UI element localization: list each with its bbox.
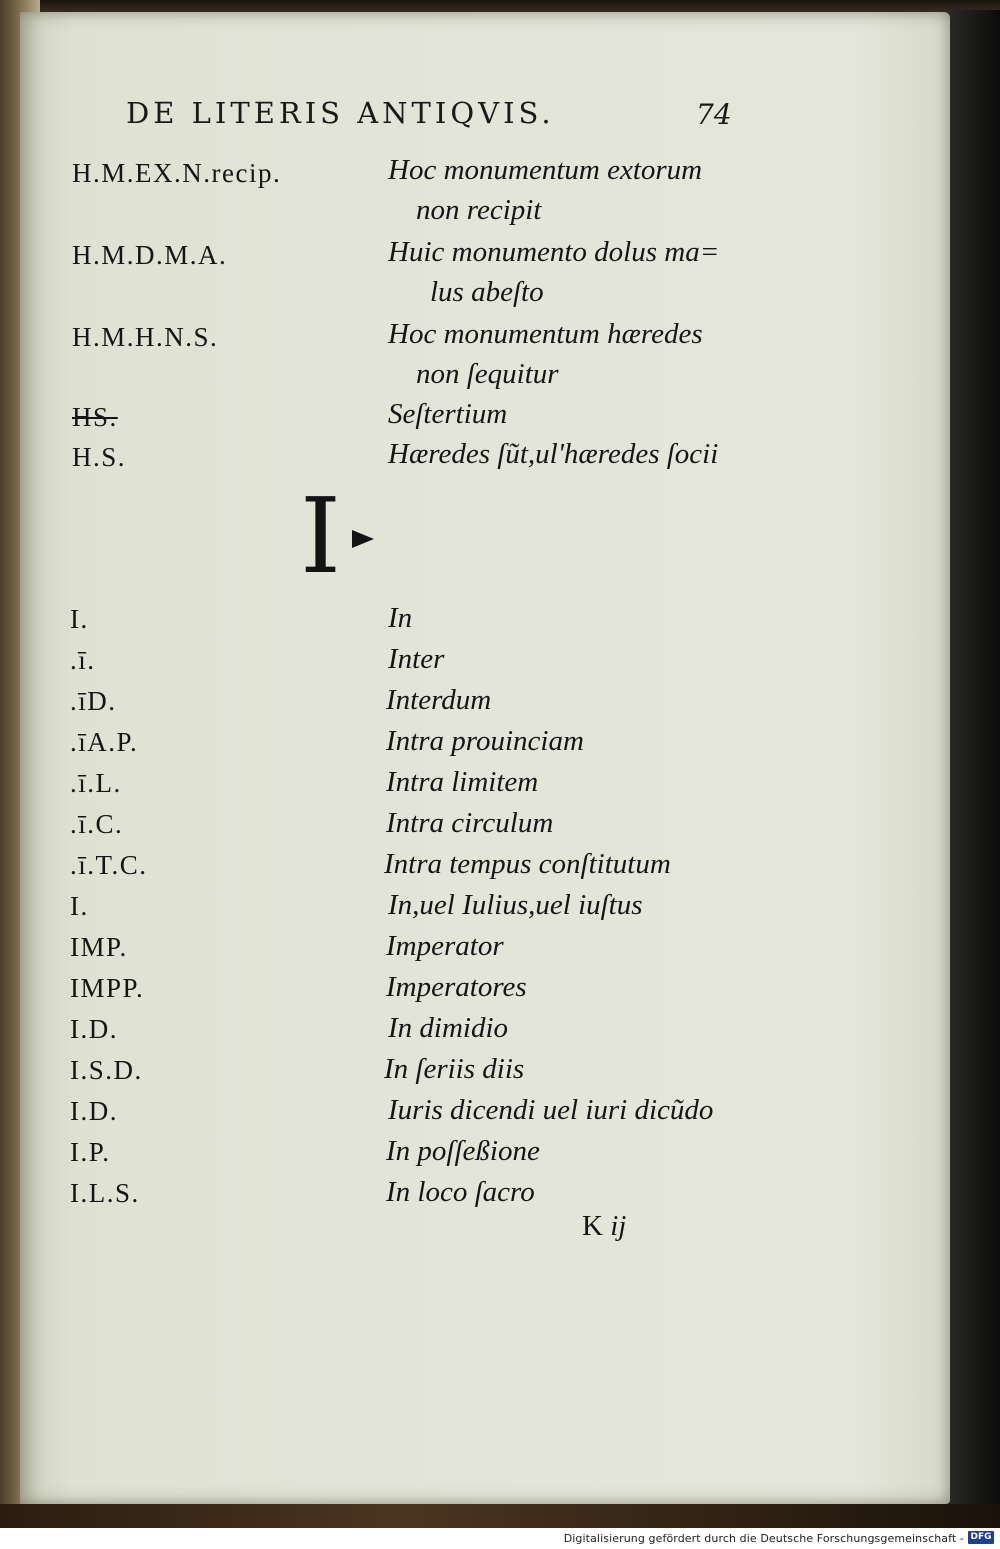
abbr-h-2: H.M.D.M.A.: [72, 240, 228, 270]
abbr-i-9: IMP.: [70, 932, 128, 962]
book-bottom-edge: [0, 1504, 1000, 1528]
meaning-i-4: Intra prouinciam: [386, 725, 584, 757]
abbr-i-5: .ī.L.: [70, 768, 122, 798]
meaning-i-9: Imperator: [386, 930, 504, 962]
abbr-i-6: .ī.C.: [70, 809, 124, 839]
abbr-i-14: I.P.: [70, 1137, 111, 1167]
section-pointer-mark: [352, 530, 374, 548]
abbr-i-2: .ī.: [70, 645, 96, 675]
meaning-i-10: Imperatores: [386, 971, 527, 1003]
meaning-i-15: In loco ſacro: [386, 1176, 535, 1208]
book-right-shadow: [948, 10, 1000, 1510]
meaning-i-8: In,uel Iulius,uel iuſtus: [388, 889, 643, 921]
abbr-h-5: H.S.: [72, 442, 127, 472]
meaning-i-12: In ſeriis diis: [384, 1053, 525, 1085]
abbr-i-12: I.S.D.: [70, 1055, 143, 1085]
abbr-i-7: .ī.T.C.: [70, 850, 148, 880]
dfg-logo: DFG: [968, 1531, 994, 1544]
abbr-h-4: HS.: [72, 402, 118, 432]
signature-letter: K: [582, 1210, 603, 1242]
running-title: DE LITERIS ANTIQVIS.: [126, 96, 555, 130]
abbr-h-3: H.M.H.N.S.: [72, 322, 219, 352]
meaning-i-13: Iuris dicendi uel iuri dicũdo: [388, 1094, 714, 1126]
abbr-i-10: IMPP.: [70, 973, 145, 1003]
meaning-i-7: Intra tempus conſtitutum: [384, 848, 671, 880]
section-letter-i: I: [300, 475, 342, 597]
abbr-i-4: .īA.P.: [70, 727, 139, 757]
meaning-h-5: Hæredes ſũt,ul'hæredes ſocii: [388, 438, 719, 470]
abbr-h-1: H.M.EX.N.recip.: [72, 158, 282, 188]
meaning-i-3: Interdum: [386, 684, 492, 716]
meaning-h-2-cont: lus abeſto: [430, 276, 544, 308]
meaning-h-3: Hoc monumentum hæredes: [388, 318, 703, 350]
abbr-i-15: I.L.S.: [70, 1178, 140, 1208]
meaning-i-5: Intra limitem: [386, 766, 539, 798]
meaning-i-14: In poſſeßione: [386, 1135, 540, 1167]
abbr-i-3: .īD.: [70, 686, 117, 716]
meaning-h-2: Huic monumento dolus ma=: [388, 236, 720, 268]
page-number: 74: [696, 98, 732, 131]
meaning-h-3-cont: non ſequitur: [416, 358, 559, 390]
abbr-i-13: I.D.: [70, 1096, 118, 1126]
meaning-h-1-cont: non recipit: [416, 194, 542, 226]
meaning-h-4: Seſtertium: [388, 398, 508, 430]
meaning-i-1: In: [388, 602, 413, 634]
abbr-i-8: I.: [70, 891, 89, 921]
meaning-i-11: In dimidio: [388, 1012, 509, 1044]
meaning-i-6: Intra circulum: [386, 807, 554, 839]
meaning-h-1: Hoc monumentum extorum: [388, 154, 703, 186]
signature-mark: [582, 1210, 626, 1243]
signature-number: ij: [610, 1210, 627, 1242]
meaning-i-2: Inter: [388, 643, 445, 675]
abbr-i-11: I.D.: [70, 1014, 118, 1044]
abbr-i-1: I.: [70, 604, 89, 634]
funding-credit: Digitalisierung gefördert durch die Deutsche Forschungsgemeinschaft -: [563, 1532, 964, 1545]
